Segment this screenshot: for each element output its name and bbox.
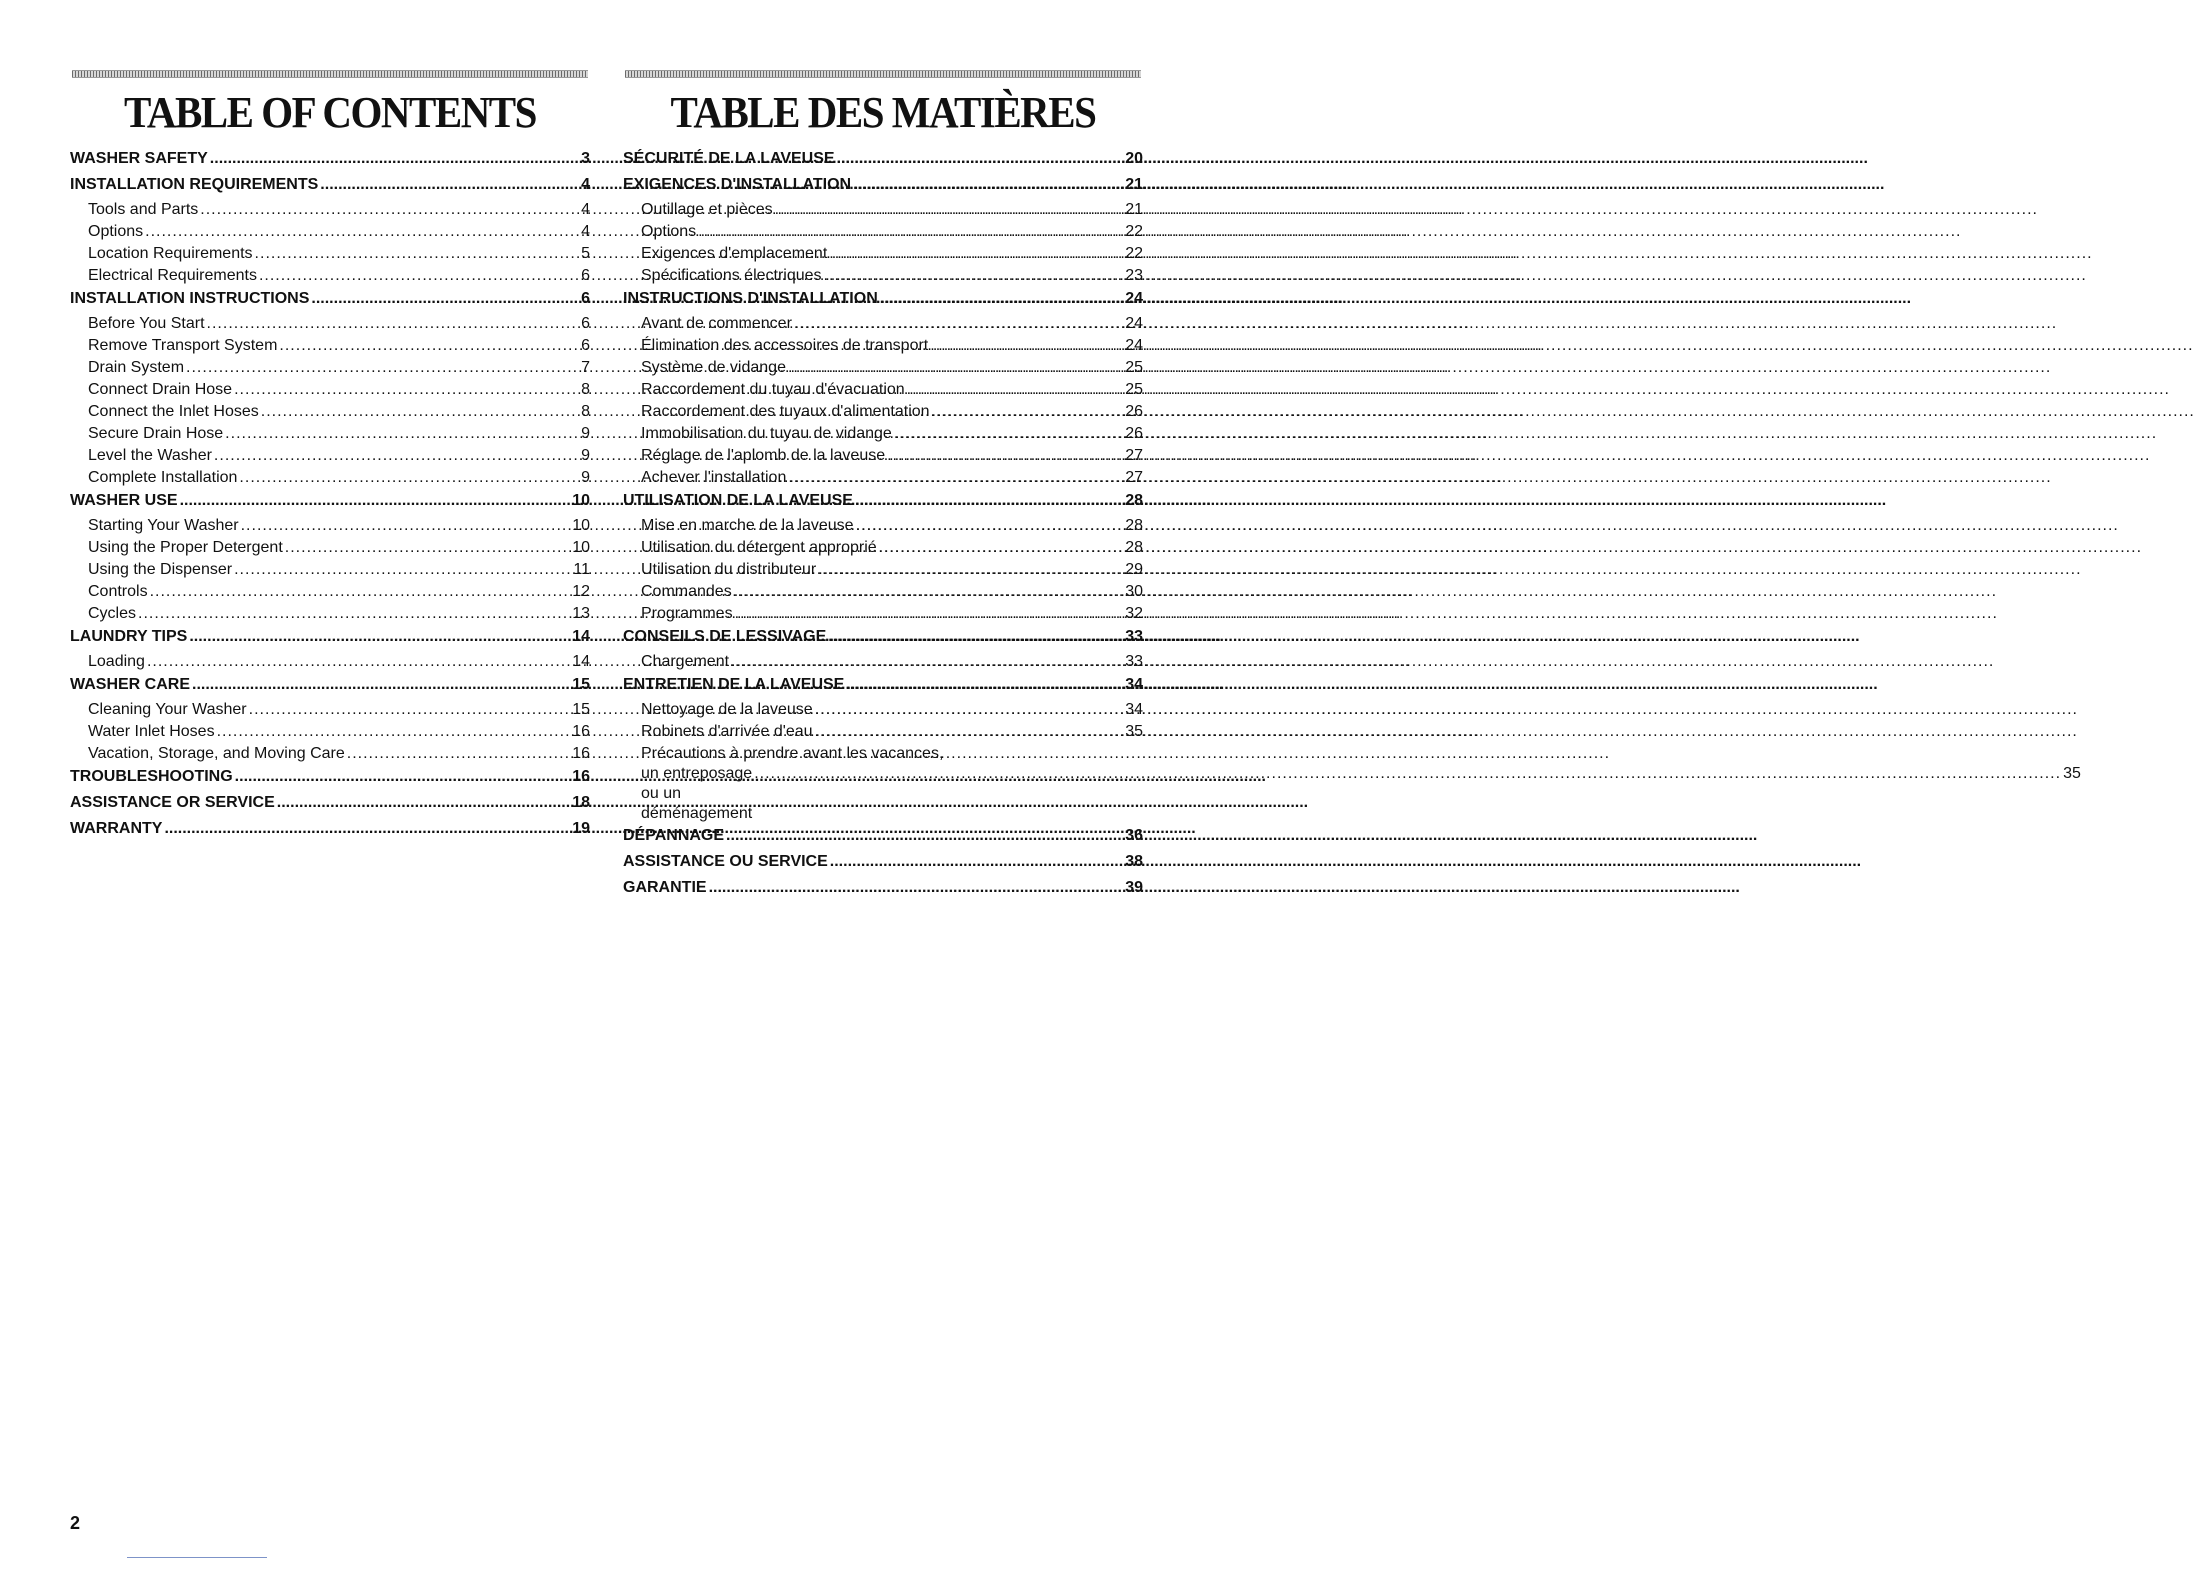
toc-entry-label: DÉPANNAGE (623, 827, 725, 844)
toc-leader-dots (210, 149, 579, 169)
toc-entry-page: 26 (1125, 425, 1143, 442)
toc-entry-page: 16 (572, 723, 590, 740)
toc-subsection-entry[interactable] (70, 402, 590, 424)
toc-subsection-entry[interactable] (70, 652, 590, 674)
toc-entry-label: Remove Transport System (88, 337, 278, 354)
toc-entry-page: 29 (1125, 561, 1143, 578)
toc-column-english (70, 70, 590, 844)
toc-entry-label: Cycles (88, 605, 137, 622)
toc-subsection-entry[interactable] (70, 700, 590, 722)
toc-subsection-entry[interactable] (70, 222, 590, 244)
toc-column-french (623, 70, 2081, 903)
toc-leader-dots (259, 266, 579, 286)
toc-leader-dots (735, 604, 1124, 624)
toc-subsection-entry[interactable] (623, 446, 1143, 468)
toc-entry-label: Level the Washer (88, 447, 212, 464)
toc-entry-page: 4 (581, 223, 590, 240)
toc-entry-label-continued: un entreposage ou un déménagement (641, 765, 753, 822)
toc-entry-page: 12 (572, 583, 590, 600)
toc-subsection-entry[interactable] (70, 604, 590, 626)
toc-heading-french: TABLE DES MATIÈRES (670, 87, 1096, 137)
toc-entry-label: Tools and Parts (88, 201, 199, 218)
toc-entry-page: 8 (581, 403, 590, 420)
toc-leader-dots (731, 652, 1123, 672)
header-rule (625, 70, 1141, 78)
toc-heading-english: TABLE OF CONTENTS (124, 87, 536, 137)
toc-entry-label: TROUBLESHOOTING (70, 768, 233, 785)
toc-section-entry[interactable] (70, 289, 590, 314)
toc-leader-dots (234, 560, 571, 580)
toc-entry-label: LAUNDRY TIPS (70, 628, 188, 645)
toc-leader-dots (879, 538, 1124, 558)
toc-subsection-entry[interactable] (70, 358, 590, 380)
toc-entry-label: INSTALLATION REQUIREMENTS (70, 176, 319, 193)
toc-leader-dots (235, 767, 571, 787)
toc-subsection-entry[interactable] (623, 200, 1143, 222)
toc-leader-dots (853, 175, 1123, 195)
toc-leader-dots (217, 722, 571, 742)
toc-section-entry[interactable] (623, 627, 1143, 652)
toc-entry-page: 23 (1125, 267, 1143, 284)
toc-entry-label: ASSISTANCE OR SERVICE (70, 794, 275, 811)
toc-leader-dots (824, 266, 1124, 286)
toc-entry-label: Exigences d'emplacement (641, 245, 828, 262)
toc-leader-dots (734, 582, 1124, 602)
toc-subsection-entry[interactable] (70, 468, 590, 490)
toc-entry-label: Cleaning Your Washer (88, 701, 247, 718)
toc-section-entry[interactable] (70, 819, 590, 844)
toc-subsection-entry[interactable] (70, 244, 590, 266)
toc-entry-page: 24 (1125, 337, 1143, 354)
toc-entry-page: 30 (1125, 583, 1143, 600)
toc-list-french (623, 149, 2081, 903)
toc-section-entry[interactable] (70, 767, 590, 792)
toc-entry-label: WASHER CARE (70, 676, 191, 693)
toc-leader-dots (192, 675, 570, 695)
toc-entry-page: 4 (581, 201, 590, 218)
toc-entry-label: Commandes (641, 583, 732, 600)
toc-leader-dots (239, 468, 579, 488)
toc-entry-page: 6 (581, 337, 590, 354)
toc-subsection-entry[interactable] (70, 582, 590, 604)
toc-entry-page: 27 (1125, 469, 1143, 486)
toc-entry-page: 24 (1125, 290, 1143, 307)
toc-entry-label: WASHER SAFETY (70, 150, 208, 167)
toc-entry-page: 28 (1125, 539, 1143, 556)
toc-subsection-entry[interactable] (70, 516, 590, 538)
toc-leader-dots: ................................................................................................................................................................................................................................................ (754, 765, 2062, 782)
toc-leader-dots (788, 358, 1123, 378)
toc-entry-page: 22 (1125, 245, 1143, 262)
toc-leader-dots (829, 244, 1123, 264)
toc-entry-label: Loading (88, 653, 145, 670)
toc-entry-page: 4 (581, 176, 590, 193)
toc-entry-page: 36 (1125, 827, 1143, 844)
toc-subsection-entry[interactable] (623, 222, 1143, 244)
toc-entry-label: Utilisation du distributeur (641, 561, 817, 578)
toc-entry-label: Mise en marche de la laveuse (641, 517, 854, 534)
toc-entry-page: 5 (581, 245, 590, 262)
toc-leader-dots (907, 380, 1124, 400)
toc-entry-label: Drain System (88, 359, 185, 376)
toc-entry-label: Controls (88, 583, 148, 600)
toc-entry-label: Avant de commencer (641, 315, 792, 332)
toc-leader-dots (775, 200, 1124, 220)
page-number: 2 (70, 1513, 81, 1533)
toc-entry-page: 8 (581, 381, 590, 398)
toc-leader-dots (138, 604, 570, 624)
toc-entry-label: Chargement (641, 653, 730, 670)
toc-subsection-entry[interactable] (623, 244, 1143, 266)
toc-subsection-entry[interactable] (70, 446, 590, 468)
toc-section-entry[interactable] (70, 149, 590, 174)
footer-line (127, 1557, 267, 1558)
toc-subsection-entry[interactable] (70, 560, 590, 582)
toc-leader-dots (856, 516, 1124, 536)
toc-leader-dots (709, 878, 1124, 898)
toc-entry-page: 35 (1125, 723, 1143, 740)
toc-leader-dots (320, 175, 579, 195)
toc-subsection-entry[interactable] (70, 744, 590, 766)
toc-entry-label: Raccordement des tuyaux d'alimentation (641, 403, 930, 420)
toc-subsection-entry[interactable] (70, 336, 590, 358)
toc-entry-page: 28 (1125, 517, 1143, 534)
toc-entry-label: Using the Proper Detergent (88, 539, 283, 556)
toc-leader-dots (279, 336, 579, 356)
toc-subsection-entry[interactable] (70, 538, 590, 560)
toc-entry-label: Using the Dispenser (88, 561, 233, 578)
toc-subsection-entry[interactable] (70, 314, 590, 336)
toc-leader-dots (726, 826, 1123, 846)
toc-entry-page: 15 (572, 676, 590, 693)
toc-section-entry[interactable] (623, 878, 1143, 903)
toc-entry-page: 9 (581, 425, 590, 442)
toc-leader-dots (261, 402, 579, 422)
toc-entry-page: 6 (581, 315, 590, 332)
toc-leader-dots (311, 289, 579, 309)
toc-entry-label: Robinets d'arrivée d'eau (641, 723, 813, 740)
toc-section-entry[interactable] (623, 289, 1143, 314)
toc-entry-label: Système de vidange (641, 359, 786, 376)
toc-leader-dots (180, 491, 571, 511)
toc-entry-label: ENTRETIEN DE LA LAVEUSE (623, 676, 845, 693)
toc-leader-dots (846, 675, 1123, 695)
toc-subsection-entry[interactable] (623, 266, 1143, 288)
toc-subsection-entry[interactable] (623, 538, 1143, 560)
toc-entry-page: 10 (572, 539, 590, 556)
toc-entry-label: Secure Drain Hose (88, 425, 224, 442)
toc-entry-label: INSTALLATION INSTRUCTIONS (70, 290, 310, 307)
toc-entry-page: 6 (581, 267, 590, 284)
toc-leader-dots (147, 652, 570, 672)
toc-subsection-entry[interactable] (623, 424, 1143, 446)
toc-entry-page: 33 (1125, 653, 1143, 670)
toc-entry-label: ASSISTANCE OU SERVICE (623, 853, 828, 870)
toc-subsection-entry[interactable] (70, 200, 590, 222)
toc-leader-dots (207, 314, 580, 334)
toc-entry-page: 10 (572, 517, 590, 534)
toc-entry-label: GARANTIE (623, 879, 707, 896)
toc-leader-dots (837, 149, 1124, 169)
toc-entry-label: Immobilisation du tuyau de vidange (641, 425, 892, 442)
toc-entry-page: 39 (1125, 879, 1143, 896)
toc-subsection-entry[interactable] (623, 652, 1143, 674)
toc-leader-dots (234, 380, 579, 400)
toc-entry-page: 38 (1125, 853, 1143, 870)
toc-leader-dots (189, 627, 570, 647)
toc-entry-label: Options (88, 223, 144, 240)
toc-list-english (70, 149, 590, 844)
toc-leader-dots (164, 819, 570, 839)
toc-entry-label: CONSEILS DE LESSIVAGE (623, 628, 827, 645)
toc-leader-dots (930, 336, 1123, 356)
toc-leader-dots (200, 200, 579, 220)
toc-section-entry[interactable] (623, 175, 1143, 200)
toc-entry-page: 16 (572, 768, 590, 785)
toc-leader-dots (347, 744, 570, 764)
toc-section-entry[interactable] (623, 852, 1143, 877)
toc-subsection-entry[interactable] (623, 358, 1143, 380)
toc-leader-dots (698, 222, 1123, 242)
toc-entry-label: SÉCURITÉ DE LA LAVEUSE (623, 150, 835, 167)
toc-entry-page: 14 (572, 653, 590, 670)
toc-subsection-entry[interactable] (623, 604, 1143, 626)
toc-leader-dots (249, 700, 571, 720)
toc-leader-dots (285, 538, 570, 558)
toc-entry-page: 26 (1125, 403, 1143, 420)
toc-entry-label: Programmes (641, 605, 733, 622)
toc-leader-dots (880, 289, 1123, 309)
toc-entry-page: 9 (581, 469, 590, 486)
toc-leader-dots (830, 852, 1123, 872)
toc-entry-label: Starting Your Washer (88, 517, 239, 534)
toc-entry-page: 13 (572, 605, 590, 622)
toc-leader-dots (225, 424, 579, 444)
toc-entry-label: Complete Installation (88, 469, 238, 486)
toc-subsection-entry[interactable] (623, 336, 1143, 358)
toc-entry-label: Spécifications électriques (641, 267, 822, 284)
toc-entry-label: Élimination des accessoires de transport (641, 337, 929, 354)
toc-subsection-entry[interactable] (623, 516, 1143, 538)
toc-entry-label: Water Inlet Hoses (88, 723, 215, 740)
toc-leader-dots (855, 491, 1123, 511)
toc-entry-label: Réglage de l'aplomb de la laveuse (641, 447, 886, 464)
toc-entry-label: Utilisation du détergent approprié (641, 539, 877, 556)
toc-leader-dots (794, 314, 1123, 334)
toc-entry-label: Connect Drain Hose (88, 381, 233, 398)
toc-entry-page: 33 (1125, 628, 1143, 645)
toc-entry-page: 19 (572, 820, 590, 837)
toc-subsection-entry[interactable] (70, 266, 590, 288)
toc-leader-dots (277, 793, 570, 813)
toc-entry-page: 15 (572, 701, 590, 718)
toc-entry-page: 3 (581, 150, 590, 167)
toc-section-entry[interactable] (623, 675, 1143, 700)
toc-leader-dots (788, 468, 1123, 488)
toc-leader-dots (815, 722, 1124, 742)
toc-entry-page: 6 (581, 290, 590, 307)
toc-section-entry[interactable] (623, 149, 1143, 174)
toc-section-entry[interactable] (70, 627, 590, 652)
toc-subsection-entry[interactable] (623, 380, 1143, 402)
toc-entry-page: 27 (1125, 447, 1143, 464)
toc-entry-page: 32 (1125, 605, 1143, 622)
toc-leader-dots (145, 222, 579, 242)
toc-subsection-entry[interactable] (623, 700, 1143, 722)
toc-entry-label: Vacation, Storage, and Moving Care (88, 745, 345, 762)
toc-entry-page: 22 (1125, 223, 1143, 240)
toc-section-entry[interactable] (70, 675, 590, 700)
toc-section-entry[interactable] (623, 491, 1143, 516)
toc-subsection-entry[interactable] (623, 468, 1143, 490)
toc-entry-label: Options (641, 223, 697, 240)
toc-entry-page: 34 (1125, 676, 1143, 693)
toc-entry-label: Before You Start (88, 315, 205, 332)
toc-entry-page: 35 (2063, 765, 2081, 782)
toc-entry-page: 7 (581, 359, 590, 376)
toc-section-entry[interactable] (623, 826, 1143, 851)
toc-entry-page: 10 (572, 492, 590, 509)
toc-section-entry[interactable] (70, 175, 590, 200)
toc-entry-label: EXIGENCES D'INSTALLATION (623, 176, 852, 193)
toc-leader-dots (818, 560, 1123, 580)
toc-entry-page: 11 (573, 561, 590, 578)
toc-leader-dots (150, 582, 571, 602)
toc-subsection-entry[interactable] (623, 560, 1143, 582)
toc-entry-label: Nettoyage de la laveuse (641, 701, 813, 718)
toc-entry-label: Précautions à prendre avant les vacances, (641, 745, 944, 762)
toc-leader-dots (894, 424, 1123, 444)
toc-leader-dots (255, 244, 580, 264)
toc-entry-page: 14 (572, 628, 590, 645)
toc-subsection-entry[interactable] (70, 380, 590, 402)
toc-entry-page: 34 (1125, 701, 1143, 718)
toc-entry-label: Electrical Requirements (88, 267, 257, 284)
toc-entry-page: 16 (572, 745, 590, 762)
toc-entry-label: WASHER USE (70, 492, 178, 509)
toc-section-entry[interactable] (70, 491, 590, 516)
toc-entry-label: Raccordement du tuyau d'évacuation (641, 381, 905, 398)
toc-leader-dots (932, 402, 1124, 422)
toc-leader-dots (828, 627, 1123, 647)
toc-subsection-entry[interactable] (70, 424, 590, 446)
toc-section-entry[interactable] (70, 793, 590, 818)
toc-entry-page: 25 (1125, 381, 1143, 398)
toc-entry-page: 18 (572, 794, 590, 811)
toc-entry-page: 21 (1125, 176, 1143, 193)
toc-entry-label: Connect the Inlet Hoses (88, 403, 259, 420)
toc-entry-label: Outillage et pièces (641, 201, 773, 218)
toc-subsection-entry[interactable] (623, 314, 1143, 336)
toc-subsection-entry[interactable] (70, 722, 590, 744)
toc-entry-label: WARRANTY (70, 820, 163, 837)
toc-subsection-entry[interactable] (623, 402, 1143, 424)
toc-leader-dots (186, 358, 579, 378)
toc-leader-dots (214, 446, 579, 466)
header-rule (72, 70, 588, 78)
toc-entry-page: 9 (581, 447, 590, 464)
toc-entry-label: INSTRUCTIONS D'INSTALLATION (623, 290, 878, 307)
toc-entry-page: 24 (1125, 315, 1143, 332)
toc-leader-dots (241, 516, 571, 536)
toc-entry-label: UTILISATION DE LA LAVEUSE (623, 492, 853, 509)
toc-entry[interactable] (623, 744, 2081, 824)
toc-subsection-entry[interactable] (623, 722, 1143, 744)
toc-entry-page: 20 (1125, 150, 1143, 167)
toc-entry-page: 28 (1125, 492, 1143, 509)
toc-entry-label: Achever l'installation (641, 469, 787, 486)
toc-leader-dots (887, 446, 1123, 466)
toc-subsection-entry[interactable] (623, 582, 1143, 604)
toc-entry-page: 25 (1125, 359, 1143, 376)
toc-entry-label: Location Requirements (88, 245, 253, 262)
toc-leader-dots (815, 700, 1124, 720)
toc-entry-page: 21 (1125, 201, 1143, 218)
